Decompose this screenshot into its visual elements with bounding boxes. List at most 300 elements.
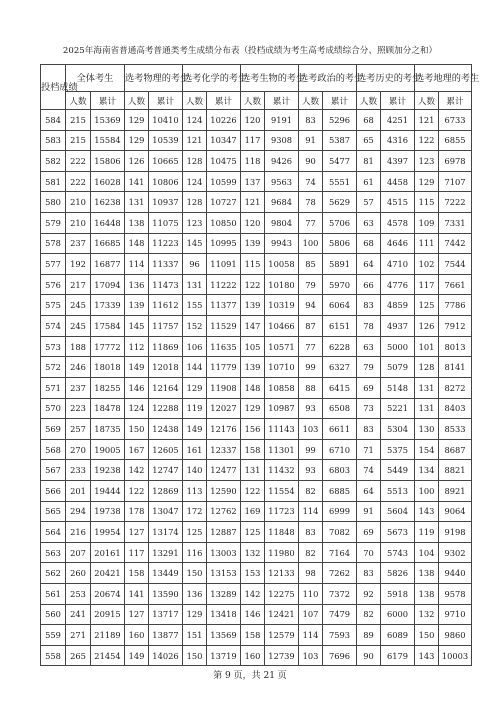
cell-history-cumulative: 4316 <box>381 130 415 151</box>
cell-chemistry-cumulative: 10995 <box>207 233 241 254</box>
cell-politics-cumulative: 5970 <box>323 274 357 295</box>
cell-geography-cumulative: 9578 <box>439 584 472 605</box>
cell-geography-count: 143 <box>415 501 439 522</box>
cell-politics-count: 90 <box>299 151 323 172</box>
header-cumulative: 累计 <box>381 92 415 110</box>
cell-geography-count: 111 <box>415 233 439 254</box>
cell-chemistry-cumulative: 10850 <box>207 213 241 234</box>
cell-chemistry-cumulative: 11091 <box>207 254 241 275</box>
cell-history-count: 91 <box>357 501 381 522</box>
cell-all-count: 217 <box>66 274 91 295</box>
cell-physics-cumulative: 12288 <box>149 398 183 419</box>
cell-biology-count: 121 <box>241 192 265 213</box>
header-count: 人数 <box>299 92 323 110</box>
cell-geography-cumulative: 8921 <box>439 480 472 501</box>
header-score: 投档成绩 <box>41 65 66 110</box>
cell-biology-cumulative: 11848 <box>265 522 299 543</box>
cell-biology-cumulative: 10319 <box>265 295 299 316</box>
cell-chemistry-cumulative: 12762 <box>207 501 241 522</box>
cell-geography-count: 109 <box>415 213 439 234</box>
cell-chemistry-count: 96 <box>183 254 207 275</box>
cell-chemistry-cumulative: 13003 <box>207 542 241 563</box>
cell-all-count: 201 <box>66 480 91 501</box>
cell-physics-count: 114 <box>125 254 149 275</box>
cell-politics-cumulative: 5806 <box>323 233 357 254</box>
cell-physics-cumulative: 13590 <box>149 584 183 605</box>
cell-politics-count: 94 <box>299 295 323 316</box>
cell-chemistry-count: 149 <box>183 419 207 440</box>
cell-physics-count: 158 <box>125 563 149 584</box>
header-row-groups <box>41 65 472 92</box>
cell-history-count: 64 <box>357 254 381 275</box>
cell-score: 577 <box>41 254 66 275</box>
cell-history-count: 64 <box>357 480 381 501</box>
cell-biology-cumulative: 11980 <box>265 542 299 563</box>
table-row <box>41 563 472 584</box>
cell-politics-count: 82 <box>299 480 323 501</box>
cell-geography-cumulative: 7786 <box>439 295 472 316</box>
cell-history-cumulative: 5449 <box>381 460 415 481</box>
cell-physics-cumulative: 11612 <box>149 295 183 316</box>
cell-history-count: 57 <box>357 192 381 213</box>
cell-history-cumulative: 5673 <box>381 522 415 543</box>
cell-score: 563 <box>41 542 66 563</box>
cell-chemistry-cumulative: 10599 <box>207 171 241 192</box>
cell-biology-cumulative: 9943 <box>265 233 299 254</box>
cell-politics-cumulative: 5296 <box>323 110 357 131</box>
cell-politics-cumulative: 6803 <box>323 460 357 481</box>
cell-physics-cumulative: 14026 <box>149 645 183 666</box>
cell-biology-count: 120 <box>241 110 265 131</box>
cell-chemistry-count: 172 <box>183 501 207 522</box>
cell-score: 584 <box>41 110 66 131</box>
cell-history-cumulative: 5513 <box>381 480 415 501</box>
cell-politics-count: 103 <box>299 419 323 440</box>
cell-history-cumulative: 5743 <box>381 542 415 563</box>
cell-all-count: 271 <box>66 625 91 646</box>
cell-physics-cumulative: 10665 <box>149 151 183 172</box>
cell-politics-cumulative: 6611 <box>323 419 357 440</box>
cell-physics-cumulative: 12018 <box>149 357 183 378</box>
cell-geography-cumulative: 7222 <box>439 192 472 213</box>
cell-politics-cumulative: 6710 <box>323 439 357 460</box>
cell-physics-cumulative: 11757 <box>149 316 183 337</box>
header-count: 人数 <box>241 92 265 110</box>
cell-history-cumulative: 4515 <box>381 192 415 213</box>
cell-geography-count: 122 <box>415 130 439 151</box>
cell-all-cumulative: 17772 <box>91 336 125 357</box>
cell-all-count: 265 <box>66 645 91 666</box>
cell-all-cumulative: 15584 <box>91 130 125 151</box>
cell-all-count: 245 <box>66 295 91 316</box>
header-count: 人数 <box>183 92 207 110</box>
cell-all-cumulative: 18255 <box>91 377 125 398</box>
cell-all-cumulative: 16448 <box>91 213 125 234</box>
cell-geography-cumulative: 8272 <box>439 377 472 398</box>
cell-chemistry-cumulative: 11222 <box>207 274 241 295</box>
table-row <box>41 233 472 254</box>
cell-history-cumulative: 5079 <box>381 357 415 378</box>
cell-score: 571 <box>41 377 66 398</box>
cell-history-count: 81 <box>357 151 381 172</box>
cell-geography-count: 150 <box>415 625 439 646</box>
cell-geography-count: 102 <box>415 254 439 275</box>
cell-all-count: 245 <box>66 316 91 337</box>
cell-history-count: 65 <box>357 130 381 151</box>
header-row-subcols <box>41 92 472 110</box>
cell-physics-count: 124 <box>125 398 149 419</box>
cell-history-cumulative: 5826 <box>381 563 415 584</box>
cell-geography-cumulative: 7107 <box>439 171 472 192</box>
cell-physics-cumulative: 12605 <box>149 439 183 460</box>
header-cumulative: 累计 <box>265 92 299 110</box>
cell-chemistry-cumulative: 11377 <box>207 295 241 316</box>
cell-geography-count: 138 <box>415 584 439 605</box>
cell-chemistry-count: 113 <box>183 480 207 501</box>
cell-history-count: 69 <box>357 522 381 543</box>
cell-biology-count: 156 <box>241 419 265 440</box>
cell-score: 570 <box>41 398 66 419</box>
cell-politics-cumulative: 5891 <box>323 254 357 275</box>
header-cumulative: 累计 <box>323 92 357 110</box>
cell-politics-count: 85 <box>299 254 323 275</box>
cell-chemistry-cumulative: 12027 <box>207 398 241 419</box>
cell-all-cumulative: 18735 <box>91 419 125 440</box>
cell-history-cumulative: 5918 <box>381 584 415 605</box>
cell-history-cumulative: 5304 <box>381 419 415 440</box>
cell-history-cumulative: 5000 <box>381 336 415 357</box>
cell-geography-cumulative: 7442 <box>439 233 472 254</box>
cell-chemistry-count: 124 <box>183 171 207 192</box>
table-row <box>41 398 472 419</box>
cell-politics-cumulative: 6064 <box>323 295 357 316</box>
cell-politics-cumulative: 5551 <box>323 171 357 192</box>
cell-chemistry-cumulative: 12176 <box>207 419 241 440</box>
cell-biology-count: 117 <box>241 130 265 151</box>
cell-physics-cumulative: 13047 <box>149 501 183 522</box>
cell-biology-cumulative: 10987 <box>265 398 299 419</box>
cell-chemistry-count: 155 <box>183 295 207 316</box>
cell-chemistry-cumulative: 13719 <box>207 645 241 666</box>
header-count: 人数 <box>125 92 149 110</box>
cell-geography-count: 104 <box>415 542 439 563</box>
cell-geography-cumulative: 7661 <box>439 274 472 295</box>
cell-score: 582 <box>41 151 66 172</box>
cell-politics-count: 83 <box>299 110 323 131</box>
cell-geography-cumulative: 9198 <box>439 522 472 543</box>
cell-geography-count: 132 <box>415 604 439 625</box>
cell-physics-count: 131 <box>125 192 149 213</box>
table-row <box>41 542 472 563</box>
cell-politics-cumulative: 5387 <box>323 130 357 151</box>
table-row <box>41 295 472 316</box>
cell-chemistry-cumulative: 11908 <box>207 377 241 398</box>
cell-politics-cumulative: 7372 <box>323 584 357 605</box>
cell-biology-count: 132 <box>241 542 265 563</box>
cell-physics-count: 117 <box>125 542 149 563</box>
cell-physics-cumulative: 12438 <box>149 419 183 440</box>
cell-all-count: 237 <box>66 377 91 398</box>
table-row <box>41 274 472 295</box>
page-footer: 第 9 页，共 21 页 <box>213 671 287 681</box>
cell-geography-cumulative: 8403 <box>439 398 472 419</box>
cell-history-cumulative: 4578 <box>381 213 415 234</box>
header-group-chemistry: 选考化学的考生 <box>183 65 241 92</box>
cell-geography-count: 115 <box>415 192 439 213</box>
cell-geography-cumulative: 9440 <box>439 563 472 584</box>
cell-geography-count: 130 <box>415 419 439 440</box>
table-row <box>41 460 472 481</box>
cell-all-cumulative: 16238 <box>91 192 125 213</box>
cell-score: 566 <box>41 480 66 501</box>
cell-chemistry-cumulative: 12887 <box>207 522 241 543</box>
cell-biology-count: 105 <box>241 336 265 357</box>
cell-biology-cumulative: 11301 <box>265 439 299 460</box>
header-cumulative: 累计 <box>439 92 472 110</box>
table-row <box>41 501 472 522</box>
cell-physics-count: 127 <box>125 522 149 543</box>
cell-all-count: 216 <box>66 522 91 543</box>
cell-geography-count: 134 <box>415 460 439 481</box>
cell-biology-count: 142 <box>241 584 265 605</box>
cell-physics-count: 122 <box>125 480 149 501</box>
cell-chemistry-cumulative: 10727 <box>207 192 241 213</box>
cell-physics-cumulative: 11223 <box>149 233 183 254</box>
cell-geography-count: 143 <box>415 645 439 666</box>
cell-biology-cumulative: 12275 <box>265 584 299 605</box>
cell-physics-cumulative: 10937 <box>149 192 183 213</box>
cell-biology-count: 118 <box>241 151 265 172</box>
cell-history-count: 70 <box>357 542 381 563</box>
cell-biology-cumulative: 11432 <box>265 460 299 481</box>
cell-biology-count: 122 <box>241 274 265 295</box>
cell-geography-count: 117 <box>415 274 439 295</box>
cell-chemistry-count: 150 <box>183 645 207 666</box>
cell-all-cumulative: 16028 <box>91 171 125 192</box>
cell-politics-count: 77 <box>299 336 323 357</box>
cell-biology-cumulative: 9426 <box>265 151 299 172</box>
cell-physics-count: 127 <box>125 604 149 625</box>
cell-all-cumulative: 18478 <box>91 398 125 419</box>
cell-physics-count: 160 <box>125 625 149 646</box>
cell-physics-count: 139 <box>125 295 149 316</box>
cell-physics-cumulative: 13174 <box>149 522 183 543</box>
cell-biology-cumulative: 10710 <box>265 357 299 378</box>
cell-all-cumulative: 19005 <box>91 439 125 460</box>
cell-all-cumulative: 15369 <box>91 110 125 131</box>
cell-geography-cumulative: 7912 <box>439 316 472 337</box>
cell-history-count: 83 <box>357 419 381 440</box>
cell-all-cumulative: 16877 <box>91 254 125 275</box>
cell-geography-count: 119 <box>415 522 439 543</box>
cell-history-cumulative: 5375 <box>381 439 415 460</box>
cell-history-count: 83 <box>357 563 381 584</box>
cell-history-count: 83 <box>357 295 381 316</box>
cell-history-cumulative: 4710 <box>381 254 415 275</box>
cell-biology-count: 131 <box>241 460 265 481</box>
cell-biology-count: 139 <box>241 357 265 378</box>
cell-physics-count: 129 <box>125 130 149 151</box>
cell-score: 576 <box>41 274 66 295</box>
cell-chemistry-count: 106 <box>183 336 207 357</box>
cell-geography-cumulative: 9302 <box>439 542 472 563</box>
cell-biology-cumulative: 12579 <box>265 625 299 646</box>
cell-politics-cumulative: 7479 <box>323 604 357 625</box>
cell-physics-count: 149 <box>125 645 149 666</box>
cell-all-cumulative: 21189 <box>91 625 125 646</box>
cell-all-count: 192 <box>66 254 91 275</box>
cell-biology-count: 129 <box>241 398 265 419</box>
cell-score: 581 <box>41 171 66 192</box>
cell-chemistry-cumulative: 11635 <box>207 336 241 357</box>
cell-politics-count: 88 <box>299 377 323 398</box>
cell-history-count: 71 <box>357 439 381 460</box>
cell-all-cumulative: 19444 <box>91 480 125 501</box>
cell-chemistry-cumulative: 12477 <box>207 460 241 481</box>
cell-history-cumulative: 4859 <box>381 295 415 316</box>
cell-geography-count: 154 <box>415 439 439 460</box>
table-row <box>41 584 472 605</box>
cell-score: 567 <box>41 460 66 481</box>
cell-politics-count: 83 <box>299 522 323 543</box>
cell-chemistry-count: 136 <box>183 584 207 605</box>
cell-physics-cumulative: 11075 <box>149 213 183 234</box>
cell-history-count: 74 <box>357 460 381 481</box>
cell-physics-cumulative: 12164 <box>149 377 183 398</box>
cell-score: 578 <box>41 233 66 254</box>
cell-biology-count: 139 <box>241 295 265 316</box>
cell-biology-count: 122 <box>241 480 265 501</box>
cell-biology-cumulative: 12421 <box>265 604 299 625</box>
cell-geography-count: 128 <box>415 357 439 378</box>
table-row <box>41 625 472 646</box>
cell-politics-cumulative: 6228 <box>323 336 357 357</box>
cell-geography-count: 123 <box>415 151 439 172</box>
cell-chemistry-count: 128 <box>183 192 207 213</box>
cell-physics-cumulative: 13449 <box>149 563 183 584</box>
cell-biology-count: 169 <box>241 501 265 522</box>
cell-geography-count: 131 <box>415 398 439 419</box>
cell-biology-cumulative: 12133 <box>265 563 299 584</box>
table-row <box>41 316 472 337</box>
cell-physics-count: 141 <box>125 171 149 192</box>
cell-biology-cumulative: 9684 <box>265 192 299 213</box>
header-group-all: 全体考生 <box>66 65 125 92</box>
cell-politics-cumulative: 6508 <box>323 398 357 419</box>
cell-all-count: 241 <box>66 604 91 625</box>
table-row <box>41 336 472 357</box>
cell-biology-count: 158 <box>241 439 265 460</box>
cell-politics-count: 93 <box>299 398 323 419</box>
header-count: 人数 <box>357 92 381 110</box>
cell-chemistry-count: 116 <box>183 542 207 563</box>
cell-history-count: 90 <box>357 645 381 666</box>
header-group-geography: 选考地理的考生 <box>415 65 472 92</box>
cell-chemistry-count: 144 <box>183 357 207 378</box>
cell-geography-cumulative: 9710 <box>439 604 472 625</box>
cell-history-cumulative: 4251 <box>381 110 415 131</box>
cell-politics-count: 99 <box>299 439 323 460</box>
header-group-politics: 选考政治的考生 <box>299 65 357 92</box>
cell-politics-cumulative: 7593 <box>323 625 357 646</box>
cell-score: 569 <box>41 419 66 440</box>
cell-history-cumulative: 4646 <box>381 233 415 254</box>
table-body <box>41 110 472 666</box>
table-row <box>41 171 472 192</box>
cell-score: 573 <box>41 336 66 357</box>
cell-physics-count: 141 <box>125 584 149 605</box>
cell-all-count: 215 <box>66 110 91 131</box>
cell-all-cumulative: 19954 <box>91 522 125 543</box>
cell-history-cumulative: 5221 <box>381 398 415 419</box>
cell-biology-cumulative: 11723 <box>265 501 299 522</box>
cell-chemistry-count: 121 <box>183 130 207 151</box>
cell-chemistry-count: 131 <box>183 274 207 295</box>
score-distribution-table <box>40 64 480 666</box>
cell-politics-count: 100 <box>299 233 323 254</box>
cell-all-count: 207 <box>66 542 91 563</box>
cell-geography-count: 131 <box>415 377 439 398</box>
cell-politics-count: 79 <box>299 274 323 295</box>
cell-chemistry-cumulative: 13153 <box>207 563 241 584</box>
cell-biology-count: 120 <box>241 213 265 234</box>
cell-politics-cumulative: 7082 <box>323 522 357 543</box>
cell-chemistry-cumulative: 13569 <box>207 625 241 646</box>
cell-geography-cumulative: 7544 <box>439 254 472 275</box>
cell-politics-count: 107 <box>299 604 323 625</box>
cell-history-count: 89 <box>357 625 381 646</box>
cell-all-cumulative: 15806 <box>91 151 125 172</box>
cell-score: 565 <box>41 501 66 522</box>
cell-politics-count: 103 <box>299 645 323 666</box>
header-group-history: 选考历史的考生 <box>357 65 415 92</box>
cell-score: 580 <box>41 192 66 213</box>
cell-geography-cumulative: 8533 <box>439 419 472 440</box>
cell-history-cumulative: 6179 <box>381 645 415 666</box>
cell-physics-count: 150 <box>125 419 149 440</box>
cell-geography-cumulative: 8687 <box>439 439 472 460</box>
cell-politics-cumulative: 6415 <box>323 377 357 398</box>
cell-geography-cumulative: 9860 <box>439 625 472 646</box>
cell-physics-count: 149 <box>125 357 149 378</box>
cell-biology-cumulative: 11143 <box>265 419 299 440</box>
cell-biology-cumulative: 10858 <box>265 377 299 398</box>
cell-geography-cumulative: 7331 <box>439 213 472 234</box>
cell-history-cumulative: 4397 <box>381 151 415 172</box>
cell-all-count: 210 <box>66 192 91 213</box>
cell-geography-cumulative: 6855 <box>439 130 472 151</box>
cell-physics-cumulative: 11337 <box>149 254 183 275</box>
cell-all-cumulative: 20674 <box>91 584 125 605</box>
cell-history-count: 66 <box>357 274 381 295</box>
cell-politics-count: 114 <box>299 501 323 522</box>
cell-physics-count: 167 <box>125 439 149 460</box>
cell-geography-cumulative: 8141 <box>439 357 472 378</box>
cell-chemistry-cumulative: 11529 <box>207 316 241 337</box>
cell-all-cumulative: 20161 <box>91 542 125 563</box>
cell-geography-count: 126 <box>415 316 439 337</box>
table-row <box>41 254 472 275</box>
cell-geography-cumulative: 9064 <box>439 501 472 522</box>
cell-biology-count: 148 <box>241 377 265 398</box>
cell-all-cumulative: 17094 <box>91 274 125 295</box>
cell-politics-count: 114 <box>299 625 323 646</box>
cell-biology-count: 147 <box>241 316 265 337</box>
cell-all-count: 210 <box>66 213 91 234</box>
cell-history-count: 92 <box>357 584 381 605</box>
cell-score: 568 <box>41 439 66 460</box>
cell-history-count: 68 <box>357 233 381 254</box>
